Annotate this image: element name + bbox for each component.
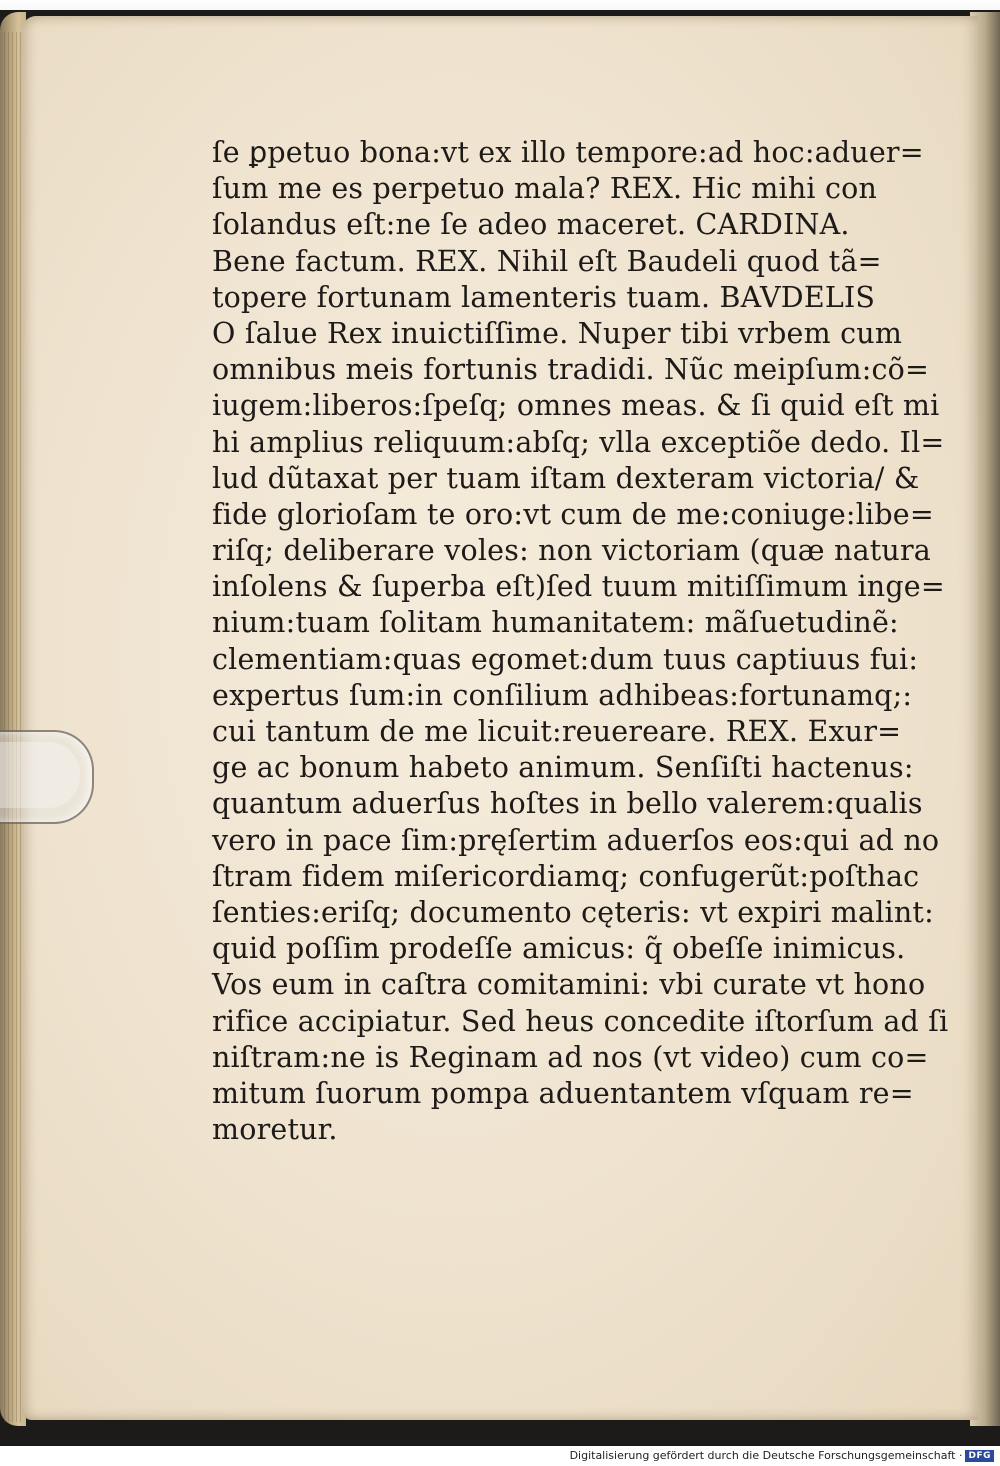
text-line: rifice accipiatur. Sed heus concedite iſtorſum ad ſi	[212, 1004, 949, 1038]
page-holder-clip-highlight	[0, 742, 80, 808]
text-line: omnibus meis fortunis tradidi. Nũc meipſum:cõ=	[212, 353, 930, 387]
text-line: hi amplius reliquum:abſq; vlla exceptiõe dedo. Il=	[212, 425, 945, 459]
text-line: ſum me es perpetuo mala? REX. Hic mihi con	[212, 172, 878, 206]
page-text	[212, 135, 949, 1148]
text-line: riſq; deliberare voles: non victoriam (quæ natura	[212, 534, 932, 568]
text-line: ſenties:eriſq; documento cęteris: vt expiri malint:	[212, 895, 934, 929]
text-line: Bene factum. REX. Nihil eſt Baudeli quod tã=	[212, 244, 882, 278]
text-line: fide glorioſam te oro:vt cum de me:coniuge:libe=	[212, 497, 934, 531]
text-line: expertus ſum:in conſilium adhibeas:fortunamq;:	[212, 678, 913, 712]
text-line: O ſalue Rex inuictiſſime. Nuper tibi vrbem cum	[212, 316, 903, 350]
text-line: Vos eum in caſtra comitamini: vbi curate vt hono	[212, 968, 926, 1002]
text-line: vero in pace ſim:pręſertim aduerſos eos:qui ad no	[212, 823, 940, 857]
text-line: clementiam:quas egomet:dum tuus captiuus fui:	[212, 642, 919, 676]
text-line: moretur.	[212, 1113, 338, 1147]
text-line: topere fortunam lamenteris tuam. BAVDELIS	[212, 280, 876, 314]
text-line: niſtram:ne is Reginam ad nos (vt video) cum co=	[212, 1040, 929, 1074]
text-line: cui tantum de me licuit:reuereare. REX. Exur=	[212, 715, 902, 748]
page-stack-lines	[4, 32, 22, 1422]
text-line: quid poſſim prodeſſe amicus: q̃ obeſſe inimicus.	[212, 932, 906, 966]
text-line: lud dũtaxat per tuam iſtam dexteram victoria/ &	[212, 461, 920, 495]
text-line: mitum ſuorum pompa aduentantem vſquam re=	[212, 1076, 914, 1110]
text-line: ſolandus eſt:ne ſe adeo maceret. CARDINA.	[212, 208, 850, 242]
dfg-logo-icon: DFG	[965, 1450, 994, 1462]
digitization-credit	[570, 1449, 994, 1462]
text-line: nium:tuam ſolitam humanitatem: mãſuetudinẽ:	[212, 606, 899, 640]
text-line: quantum aduerſus hoſtes in bello valerem:qualis	[212, 787, 923, 821]
text-line: ſtram fidem miſericordiamq; confugerũt:poſthac	[212, 859, 920, 893]
credit-text: Digitalisierung gefördert durch die Deutsche Forschungsgemeinschaft ·	[569, 1449, 963, 1462]
text-line: ſe ꝑpetuo bona:vt ex illo tempore:ad hoc:aduer=	[212, 136, 924, 169]
text-line: inſolens & ſuperba eſt)ſed tuum mitiſſimum inge=	[212, 570, 945, 604]
text-line: ge ac bonum habeto animum. Senſiſti hactenus:	[212, 751, 914, 785]
text-line: iugem:liberos:ſpeſq; omnes meas. & ſi quid eſt mi	[212, 389, 940, 423]
